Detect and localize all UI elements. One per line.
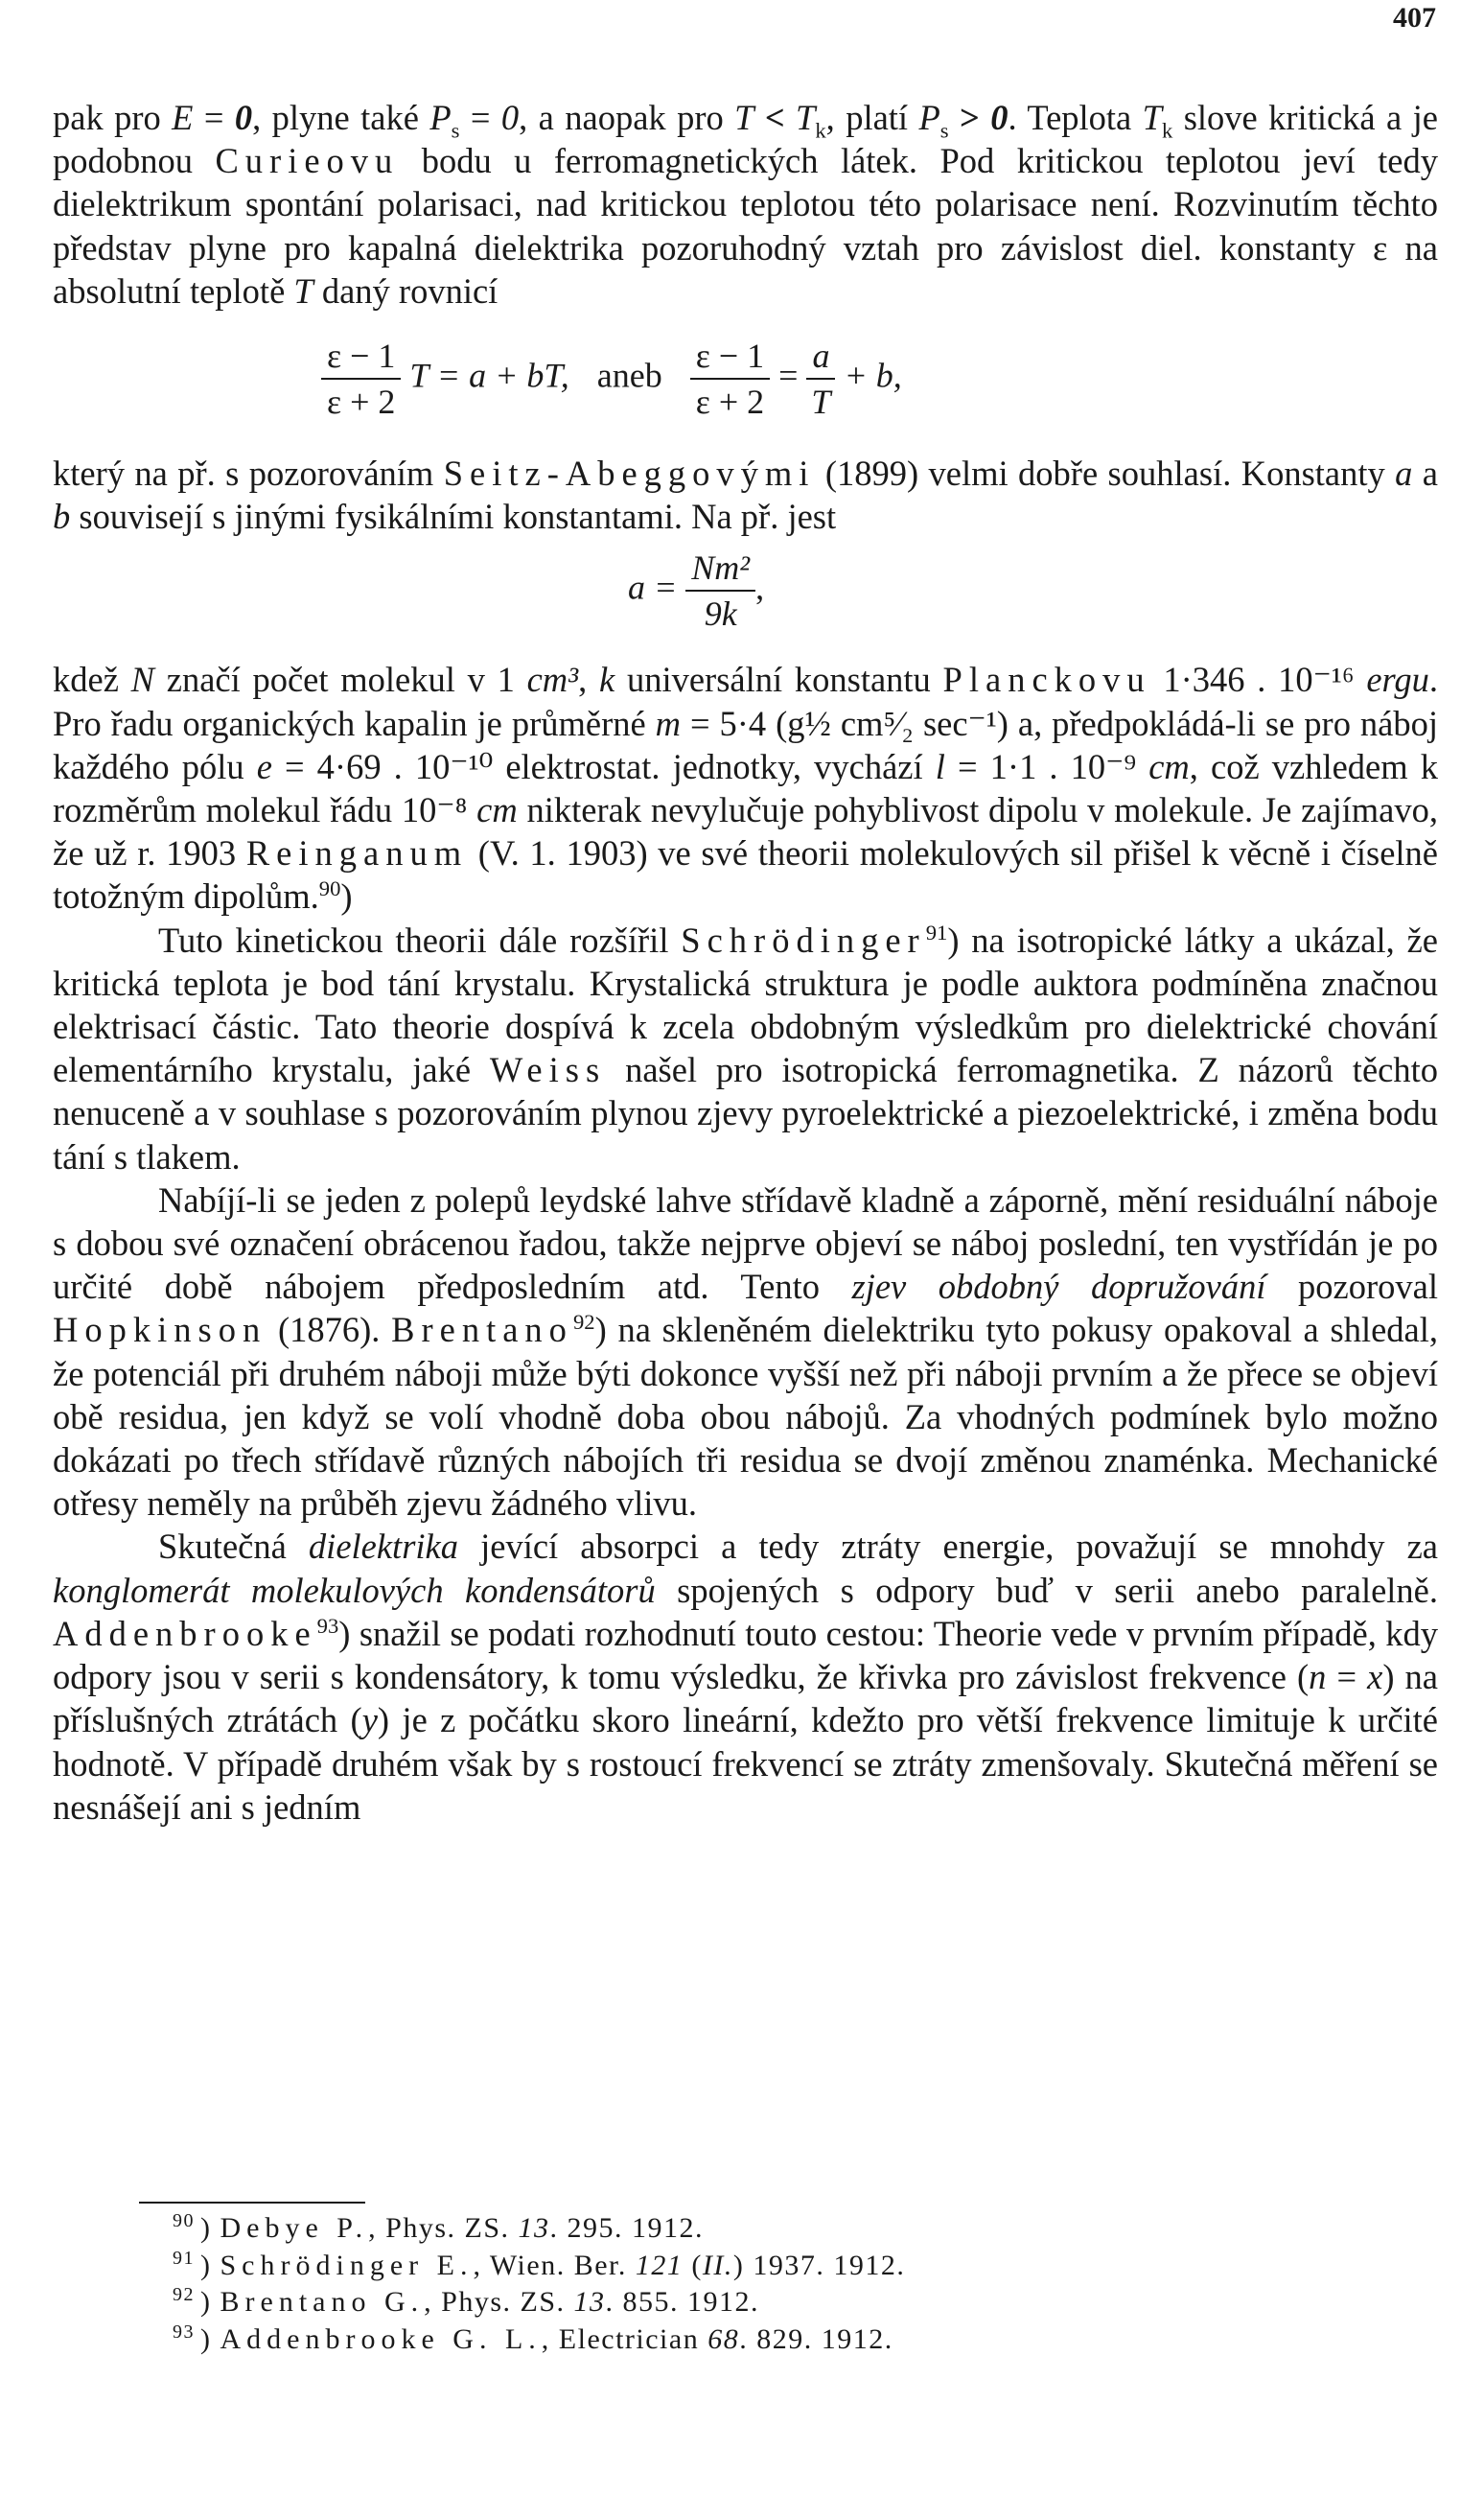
fraction-a-over-T: $\frac{a}{T}$ bbox=[806, 334, 835, 424]
footnote-93: $^{93}$ ) Addenbrooke G. L., Electrician 68. 829. 1912. bbox=[173, 2321, 893, 2355]
fraction-eps-2: $\frac{\varepsilon - 1}{\varepsilon + 2}$ bbox=[690, 334, 770, 424]
footnote-91: $^{91}$ ) Schrödinger E., Wien. Ber. 121 (II.) 1937. 1912. bbox=[173, 2247, 906, 2281]
name-addenbrooke: Addenbrooke bbox=[53, 1613, 317, 1653]
paragraph-leyden: Nabíjí-li se jeden z polepů leydské lahve střídavě kladně a záporně, mění residuální náboje s dobou své označení obrácenou řadou, takže nejprve objeví se náboj poslední, ten vystřídán je po určité době nábojem předposledním atd. Tento zjev obdobný dopružování pozoroval Hopkinson (1876). Brentano$^{92}$) na skleněném dielektriku tyto pokusy opakoval a shledal, že potenciál při druhém náboji může býti dokonce vyšší než při náboji prvním a že přece se objeví obě residua, jen když se volí vhodně doba obou nábojů. Za vhodných podmínek bylo možno dokázati po třech střídavě různých nábojích tři residua se dvojí změnou znaménka. Mechanické otřesy neměly na průběh zjevu žádného vlivu. bbox=[53, 1179, 1439, 1524]
body-text bbox=[53, 96, 1438, 1829]
equation-1: $\frac{\varepsilon - 1}{\varepsilon + 2}$ T = a + bT, aneb $\frac{\varepsilon - 1}{\varepsilon + 2}$ = $\frac{a}{T}$ + b, bbox=[53, 313, 1438, 452]
footnote-90: $^{90}$ ) Debye P., Phys. ZS. 13. 295. 1912. bbox=[173, 2210, 705, 2244]
equation-2: a = $\frac{\text{Nm²}}{9k}$ , bbox=[53, 538, 1438, 658]
fraction-eps: $\frac{\varepsilon - 1}{\varepsilon + 2}$ bbox=[321, 334, 401, 424]
footnote-92: $^{92}$ ) Brentano G., Phys. ZS. 13. 855. 1912. bbox=[173, 2284, 760, 2318]
name-hopkinson: Hopkinson bbox=[53, 1310, 267, 1350]
name-seitz-abegg: Seitz-Abeggovými bbox=[443, 454, 816, 494]
name-curie: Curieovu bbox=[215, 141, 400, 181]
footnote-rule bbox=[139, 2202, 365, 2204]
name-brentano: Brentano bbox=[391, 1310, 573, 1350]
intro-paragraph: pak pro E = 0, plyne také $P_s = 0$, a naopak pro $T < T_k$, platí $P_s > 0$. Teplota $T_k$ slove kritická a je podobnou Curieovu bodu u ferromagnetických látek. Pod kritickou teplotou jeví tedy dielektrikum spontání polarisaci, nad kritickou teplotou této polarisace není. Rozvinutím těchto představ plyne pro kapalná dielektrika pozoruhodný vztah pro závislost diel. konstanty ε na absolutní teplotě T daný rovnicí bbox=[53, 98, 1438, 311]
paragraph-planck: kdež N značí počet molekul v 1 cm³, k universální konstantu Planckovu 1·346 . 10⁻¹⁶ ergu. Pro řadu organických kapalin je průměrné m = 5·4 (g½ cm⁵⁄₂ sec⁻¹) a, předpokládá-li se pro náboj každého pólu e = 4·69 . 10⁻¹⁰ elektrostat. jednotky, vychází l = 1·1 . 10⁻⁹ cm, což vzhledem k rozměrům molekul řádu 10⁻⁸ cm nikterak nevylučuje pohyblivost dipolu v molekule. Je zajímavo, že už r. 1903 Reinganum (V. 1. 1903) ve své theorii molekulových sil přišel k věcně i číselně totožným dipolům.$^{90}$) bbox=[53, 660, 1439, 917]
footnotes bbox=[173, 2210, 905, 2358]
name-schrodinger: Schrödinger bbox=[681, 920, 926, 960]
name-reinganum: Reinganum bbox=[245, 833, 469, 874]
paragraph-dielectrics: Skutečná dielektrika jevící absorpci a tedy ztráty energie, považují se mnohdy za konglomerát molekulových kondensátorů spojených s odpory buď v serii anebo paralelně. Addenbrooke$^{93}$) snažil se podati rozhodnutí touto cestou: Theorie vede v prvním případě, kdy odpory jsou v serii s kondensátory, k tomu výsledku, že křivka pro závislost frekvence (n = x) na příslušných ztrátách (y) je z počátku skoro lineární, kdežto pro větší frekvence limituje k určité hodnotě. V případě druhém však by s rostoucí frekvencí se ztráty zmenšovaly. Skutečná měření se nesnášejí ani s jedním bbox=[53, 1527, 1439, 1827]
fraction-nm2-9k: $\frac{\text{Nm²}}{9k}$ bbox=[685, 546, 755, 636]
name-weiss: Weiss bbox=[489, 1050, 607, 1090]
name-planck: Planckovu bbox=[942, 660, 1151, 700]
paragraph-schrodinger: Tuto kinetickou theorii dále rozšířil Schrödinger$^{91}$) na isotropické látky a ukázal, že kritická teplota je bod tání krystalu. Krystalická struktura je podle auktora podmíněna značnou elektrisací částic. Tato theorie dospívá k zcela obdobným výsledkům pro dielektrické chování elementárního krystalu, jaké Weiss našel pro isotropická ferromagnetika. Z názorů těchto nenuceně a v souhlase s pozorováním plynou zjevy pyroelektrické a piezoelektrické, i změna bodu tání s tlakem. bbox=[53, 920, 1438, 1177]
page-number: 407 bbox=[1393, 2, 1436, 34]
paragraph-seitz: který na př. s pozorováním Seitz-Abeggovými (1899) velmi dobře souhlasí. Konstanty a a b souvisejí s jinými fysikálními konstantami. Na př. jest bbox=[53, 454, 1438, 537]
